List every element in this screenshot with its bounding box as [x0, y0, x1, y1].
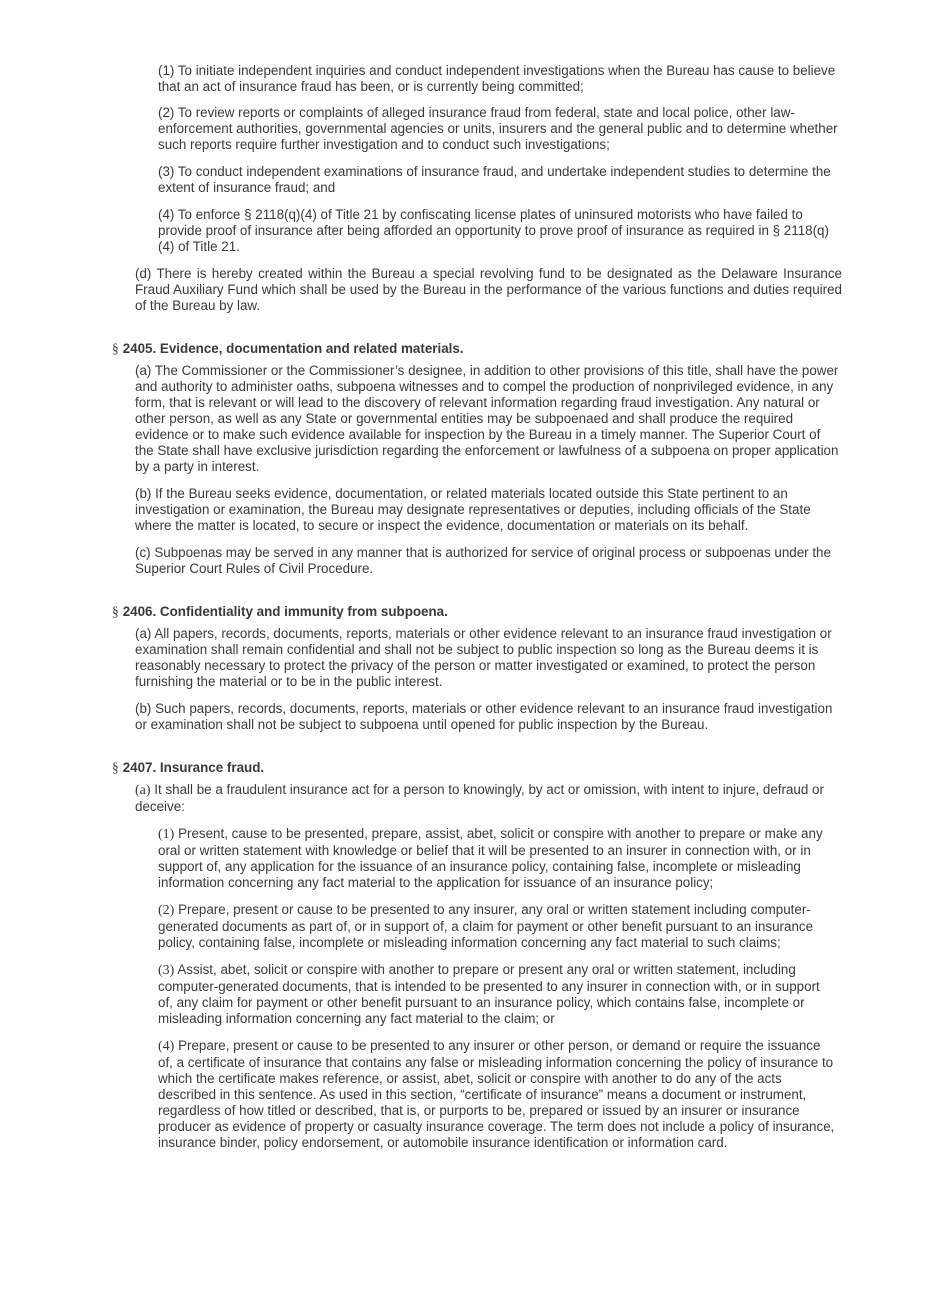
- item-text: Prepare, present or cause to be presented to any insurer or other person, or demand or require the issuance of, a certificate of insurance that contains any false or misleading information concerning the policy of insurance to which the certificate makes reference, or assist, abet, solicit or conspire with another to do any of the acts described in this sentence. As used in this section, “certificate of insurance” means a document or instrument, regardless of how titled or described, that is, or purports to be, prepared or issued by an insurer or insurance producer as evidence of property or casualty insurance coverage. The term does not include a policy of insurance, insurance binder, policy endorsement, or automobile insurance identification or information card.: [158, 1038, 835, 1150]
- section-heading-2405: [112, 341, 950, 357]
- document-page: [0, 63, 950, 1293]
- item-text: Present, cause to be presented, prepare, assist, abet, solicit or conspire with another to prepare or make any oral or written statement with knowledge or belief that it will be presented to an insurer in connection with, or in support of, any application for the issuance of an insurance policy, containing false, incomplete or misleading information concerning any fact material to the application for issuance of an insurance policy;: [158, 826, 823, 890]
- section-2405-c: (c) Subpoenas may be served in any manner that is authorized for service of original process or subpoenas under the Superior Court Rules of Civil Procedure.: [135, 545, 831, 576]
- section-symbol: §: [112, 604, 119, 619]
- item-label: (3): [158, 963, 175, 978]
- section-2407-a: [135, 782, 842, 815]
- top-list-item-2: (2) To review reports or complaints of alleged insurance fraud from federal, state and local police, other law-enforcement authorities, governmental agencies or units, insurers and the general public and to determine whether such reports require further investigation and to conduct such investigations;: [158, 105, 838, 152]
- section-title: 2405. Evidence, documentation and related materials.: [122, 341, 464, 356]
- paragraph-d: (d) There is hereby created within the Bureau a special revolving fund to be designated as the Delaware Insurance Fraud Auxiliary Fund which shall be used by the Bureau in the performance of the various functions and duties required of the Bureau by law.: [135, 266, 842, 313]
- item-label: (1): [158, 827, 175, 842]
- item-label: (a): [135, 783, 151, 798]
- top-list-item-4: (4) To enforce § 2118(q)(4) of Title 21 by confiscating license plates of uninsured motorists who have failed to provide proof of insurance after being afforded an opportunity to prove proof of insurance as required in § 2118(q)(4) of Title 21.: [158, 207, 829, 254]
- item-text: It shall be a fraudulent insurance act for a person to knowingly, by act or omission, with intent to injure, defraud or deceive:: [135, 782, 824, 814]
- section-2406-a: (a) All papers, records, documents, reports, materials or other evidence relevant to an insurance fraud investigation or examination shall remain confidential and shall not be subject to public inspection so long as the Bureau deems it is reasonably necessary to protect the privacy of the person or matter investigated or examined, to protect the person furnishing the material or to be in the public interest.: [135, 626, 832, 689]
- top-list-item-3: (3) To conduct independent examinations of insurance fraud, and undertake independent studies to determine the extent of insurance fraud; and: [158, 164, 831, 195]
- section-2406-b: (b) Such papers, records, documents, reports, materials or other evidence relevant to an insurance fraud investigation or examination shall not be subject to subpoena until opened for public inspection by the Bureau.: [135, 701, 833, 732]
- section-title: 2407. Insurance fraud.: [122, 760, 265, 775]
- section-2407-item-1: [158, 826, 838, 891]
- section-2407-item-3: [158, 962, 838, 1027]
- section-2407-item-2: [158, 902, 838, 951]
- section-2405-b: (b) If the Bureau seeks evidence, documentation, or related materials located outside this State pertinent to an investigation or examination, the Bureau may designate representatives or deputies, including officials of the State where the matter is located, to secure or inspect the evidence, documentation or materials on its behalf.: [135, 486, 811, 533]
- section-2407-item-4: [158, 1038, 838, 1151]
- section-heading-2407: [112, 760, 950, 776]
- section-symbol: §: [112, 341, 119, 356]
- section-2405-a: (a) The Commissioner or the Commissioner’s designee, in addition to other provisions of this title, shall have the power and authority to administer oaths, subpoena witnesses and to compel the production of nonprivileged evidence, in any form, that is relevant or will lead to the discovery of relevant information regarding fraud investigation. Any natural or other person, as well as any State or governmental entities may be subpoenaed and shall produce the required evidence or to make such evidence available for inspection by the Bureau in a timely manner. The Superior Court of the State shall have exclusive jurisdiction regarding the enforcement or lawfulness of a subpoena on proper application by a party in interest.: [135, 363, 839, 474]
- top-list-item-1: (1) To initiate independent inquiries and conduct independent investigations when the Bureau has cause to believe that an act of insurance fraud has been, or is currently being committed;: [158, 63, 836, 94]
- item-text: Assist, abet, solicit or conspire with another to prepare or present any oral or written statement, including computer-generated documents, that is intended to be presented to any insurer in connection with, or in support of, any claim for payment or other benefit pursuant to an insurance policy, which contains false, incomplete or misleading information concerning any fact material to the claim; or: [158, 962, 820, 1026]
- item-text: Prepare, present or cause to be presented to any insurer, any oral or written statement including computer-generated documents as part of, or in support of, a claim for payment or other benefit pursuant to an insurance policy, containing false, incomplete or misleading information concerning any fact material to such claims;: [158, 902, 814, 950]
- section-title: 2406. Confidentiality and immunity from subpoena.: [122, 604, 448, 619]
- section-symbol: §: [112, 760, 119, 775]
- section-heading-2406: [112, 604, 950, 620]
- item-label: (4): [158, 1039, 175, 1054]
- item-label: (2): [158, 903, 175, 918]
